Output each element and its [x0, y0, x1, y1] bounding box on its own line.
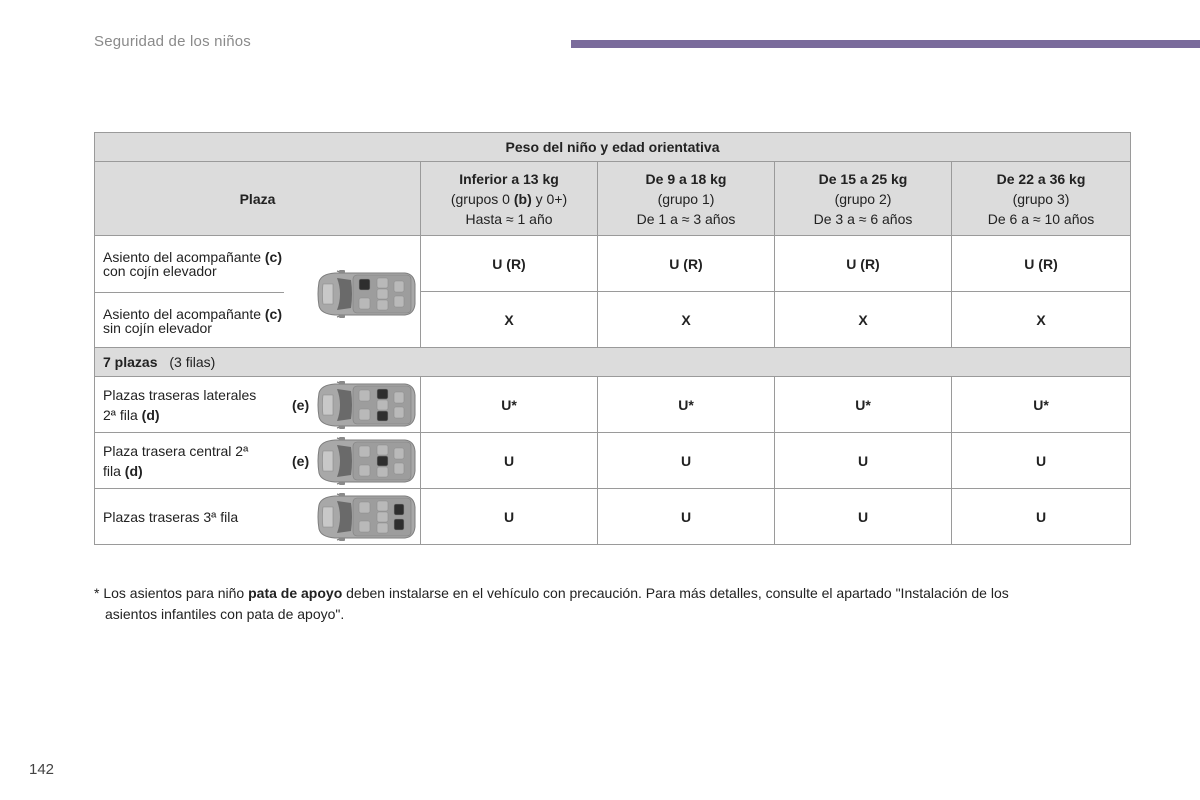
table-cell: U* — [952, 377, 1131, 433]
table-cell: U* — [421, 377, 598, 433]
row-label: Asiento del acompañante (c) con cojín elevador — [103, 249, 283, 279]
car-front-seat-icon — [313, 270, 417, 318]
table-cell: U — [598, 489, 775, 545]
table-cell: U* — [775, 377, 952, 433]
table-cell: U — [421, 489, 598, 545]
column-title: Inferior a 13 kg — [459, 170, 559, 187]
passenger-seat-cell — [95, 236, 421, 348]
column-group: (grupo 2) — [834, 190, 892, 207]
place-header: Plaza — [95, 162, 421, 236]
table-cell: X — [952, 292, 1131, 348]
row-label: Plazas traseras 3ª fila — [103, 508, 239, 525]
column-header — [421, 162, 598, 236]
page-number: 142 — [29, 761, 55, 778]
column-age: De 1 a ≈ 3 años — [636, 210, 736, 227]
table-cell: U — [775, 433, 952, 489]
table-cell: U — [775, 489, 952, 545]
column-group-pre: (grupos 0 — [450, 190, 514, 207]
car-third-row-icon — [313, 493, 417, 541]
row-label: Plaza trasera central 2ª fila (d) — [103, 442, 249, 479]
table-cell: U (R) — [421, 236, 598, 292]
table-cell: U* — [598, 377, 775, 433]
table-cell: U — [952, 433, 1131, 489]
table-cell: X — [598, 292, 775, 348]
third-row-seat-cell — [95, 489, 421, 545]
note-label: (e) — [292, 453, 310, 469]
section-title: Seguridad de los niños — [94, 33, 252, 50]
column-group: (grupo 3) — [1012, 190, 1070, 207]
column-age: De 3 a ≈ 6 años — [813, 210, 913, 227]
column-header — [775, 162, 952, 236]
table-cell: U (R) — [952, 236, 1131, 292]
seven-seats-section-row: 7 plazas (3 filas) — [95, 348, 1131, 377]
row-label: Plazas traseras laterales 2ª fila (d) — [103, 386, 257, 423]
table-cell: X — [421, 292, 598, 348]
row-label: Asiento del acompañante (c) sin cojín elevador — [103, 306, 283, 336]
table-top-header: Peso del niño y edad orientativa — [95, 133, 1131, 162]
column-group-note: (b) — [513, 190, 532, 207]
footnote: * Los asientos para niño pata de apoyo deben instalarse en el vehículo con precaución. Para más detalles, consulte el apartado "Instalación de los asientos infantiles con pata de apoyo". — [94, 585, 1009, 622]
column-age: De 6 a ≈ 10 años — [987, 210, 1095, 227]
column-age: Hasta ≈ 1 año — [465, 210, 553, 227]
table-cell: U (R) — [598, 236, 775, 292]
car-second-row-lateral-icon — [313, 381, 417, 429]
table-cell: U — [952, 489, 1131, 545]
table-cell: U — [421, 433, 598, 489]
rear-central-seat-cell — [95, 433, 421, 489]
table-cell: X — [775, 292, 952, 348]
table-cell: U (R) — [775, 236, 952, 292]
row-divider — [94, 292, 284, 293]
column-header — [598, 162, 775, 236]
table-cell: U — [598, 433, 775, 489]
car-second-row-central-icon — [313, 437, 417, 485]
rear-lateral-seat-cell — [95, 377, 421, 433]
column-group-post: y 0+) — [531, 190, 568, 207]
column-title: De 15 a 25 kg — [818, 170, 908, 187]
note-label: (e) — [292, 397, 310, 413]
column-title: De 22 a 36 kg — [996, 170, 1086, 187]
column-title: De 9 a 18 kg — [645, 170, 727, 187]
column-group: (grupo 1) — [657, 190, 715, 207]
column-header — [952, 162, 1131, 236]
header-accent-bar — [571, 40, 1200, 48]
child-seat-table — [94, 132, 1131, 545]
